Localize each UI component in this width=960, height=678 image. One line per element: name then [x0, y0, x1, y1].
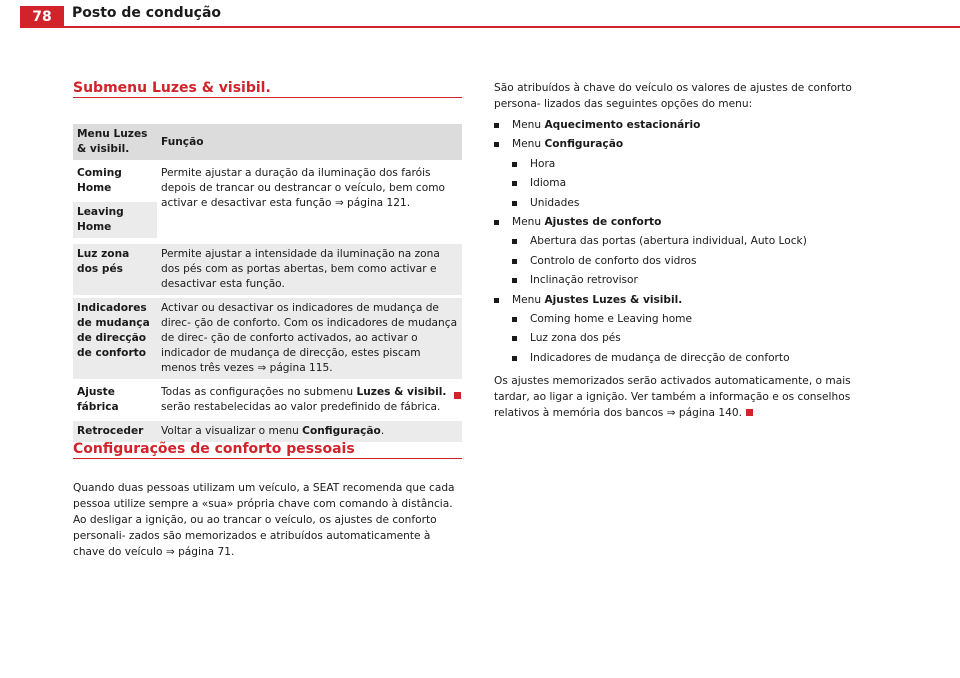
table-row-desc [157, 421, 462, 442]
table-row-label: Ajuste fábrica [77, 386, 119, 413]
bullet-icon [512, 278, 517, 283]
section-end-mark [746, 409, 753, 416]
desc-text: Voltar a visualizar o menu [161, 425, 303, 437]
table-row [73, 244, 462, 295]
row-label-coming-home: Coming Home [77, 167, 122, 194]
table-row [73, 382, 462, 418]
table-row-desc: Permite ajustar a intensidade da iluminação na zona dos pés com as portas abertas, bem como activar e desactivar esta função. [157, 244, 462, 295]
subitem-text: Hora [530, 157, 556, 170]
table-row [73, 298, 462, 379]
list-subitem [494, 155, 894, 174]
outro-text: Os ajustes memorizados serão activados automaticamente, o mais tardar, ao ligar a ignição. Ver também a informação e os conselhos relativos à memória dos bancos ⇒ página 140. [494, 375, 851, 419]
bullet-icon [512, 239, 517, 244]
menu-name: Ajustes Luzes & visibil. [544, 293, 683, 306]
bullet-icon [494, 298, 499, 303]
table-row-desc: Permite ajustar a duração da iluminação dos faróis depois de trancar ou destrancar o veículo, bem como activar e desactivar esta função ⇒ página 121. [161, 167, 446, 209]
menu-name: Configuração [544, 138, 624, 151]
bullet-icon [512, 259, 517, 264]
list-subitem [494, 349, 894, 368]
table-header-row [73, 124, 462, 160]
row-label-leaving-home: Leaving Home [73, 202, 157, 238]
table-row [73, 163, 462, 241]
subitem-text: Coming home e Leaving home [530, 313, 693, 326]
subitem-text: Controlo de conforto dos vidros [530, 254, 697, 267]
table-row-desc [157, 382, 462, 418]
list-subitem [494, 310, 894, 329]
list-subitem [494, 232, 894, 251]
table-row-label: Retroceder [73, 421, 157, 442]
list-item [494, 213, 894, 232]
right-intro: São atribuídos à chave do veículo os valores de ajustes de conforto persona- lizados das seguintes opções do menu: [494, 82, 852, 110]
page-number: 78 [20, 6, 64, 28]
list-subitem [494, 329, 894, 348]
bullet-icon [494, 220, 499, 225]
subitem-text: Inclinação retrovisor [530, 274, 638, 287]
section-end-mark [454, 392, 461, 399]
bullet-icon [512, 317, 517, 322]
header-title: Posto de condução [72, 5, 222, 21]
list-item [494, 116, 894, 135]
section-rule-2 [73, 458, 462, 459]
bullet-icon [512, 181, 517, 186]
menu-table [73, 121, 462, 445]
section-title-luzes: Submenu Luzes & visibil. [73, 80, 271, 96]
section-title-conforto: Configurações de conforto pessoais [73, 441, 355, 457]
subitem-text: Unidades [530, 196, 580, 209]
subitem-text: Luz zona dos pés [530, 332, 621, 345]
subitem-text: Idioma [530, 177, 567, 190]
desc-text: serão restabelecidas ao valor predefinido de fábrica. [161, 401, 441, 413]
table-header-menu: Menu Luzes & visibil. [73, 124, 157, 160]
bullet-icon [512, 162, 517, 167]
menu-prefix: Menu [512, 119, 542, 131]
desc-text: Todas as configurações no submenu [161, 386, 357, 398]
bullet-icon [494, 123, 499, 128]
menu-prefix: Menu [512, 216, 542, 229]
right-outro [494, 373, 886, 421]
menu-name: Ajustes de conforto [544, 216, 662, 229]
menu-name: Aquecimento estacionário [544, 119, 701, 131]
menu-prefix: Menu [512, 293, 542, 306]
list-item [494, 135, 894, 154]
menu-prefix: Menu [512, 138, 542, 151]
bullet-icon [512, 356, 517, 361]
table-row-label: Indicadores de mudança de direcção de conforto [73, 298, 157, 379]
table-header-funcao: Função [157, 124, 462, 160]
list-subitem [494, 194, 894, 213]
bullet-icon [512, 336, 517, 341]
section-rule-1 [73, 97, 462, 98]
table-row-desc: Activar ou desactivar os indicadores de mudança de direc- ção de conforto. Com os indicadores de mudança de direc- ção de conforto activados, ao activar o indicador de mudança de direcção, estes piscam menos três vezes ⇒ página 115. [157, 298, 462, 379]
table-row-label [73, 163, 157, 241]
table-row-label: Luz zona dos pés [73, 244, 157, 295]
list-subitem [494, 271, 894, 290]
desc-bold: Configuração [302, 425, 381, 437]
section2-paragraph: Quando duas pessoas utilizam um veículo, a SEAT recomenda que cada pessoa utilize sempre a «sua» própria chave com comando à distância. Ao desligar a ignição, ou ao trancar o veículo, os ajustes de conforto personali- zados são memorizados e atribuídos automaticamente à chave do veículo ⇒ página 71. [73, 482, 455, 558]
list-subitem [494, 174, 894, 193]
page-header [0, 0, 960, 30]
table-row [73, 421, 462, 442]
list-subitem [494, 252, 894, 271]
desc-text: . [380, 425, 385, 437]
menu-options-list [494, 116, 894, 368]
subitem-text: Abertura das portas (abertura individual, Auto Lock) [530, 235, 807, 248]
bullet-icon [512, 201, 517, 206]
list-item [494, 291, 894, 310]
header-rule [64, 26, 960, 28]
desc-bold: Luzes & visibil. [356, 386, 447, 398]
bullet-icon [494, 142, 499, 147]
subitem-text: Indicadores de mudança de direcção de conforto [530, 351, 790, 364]
